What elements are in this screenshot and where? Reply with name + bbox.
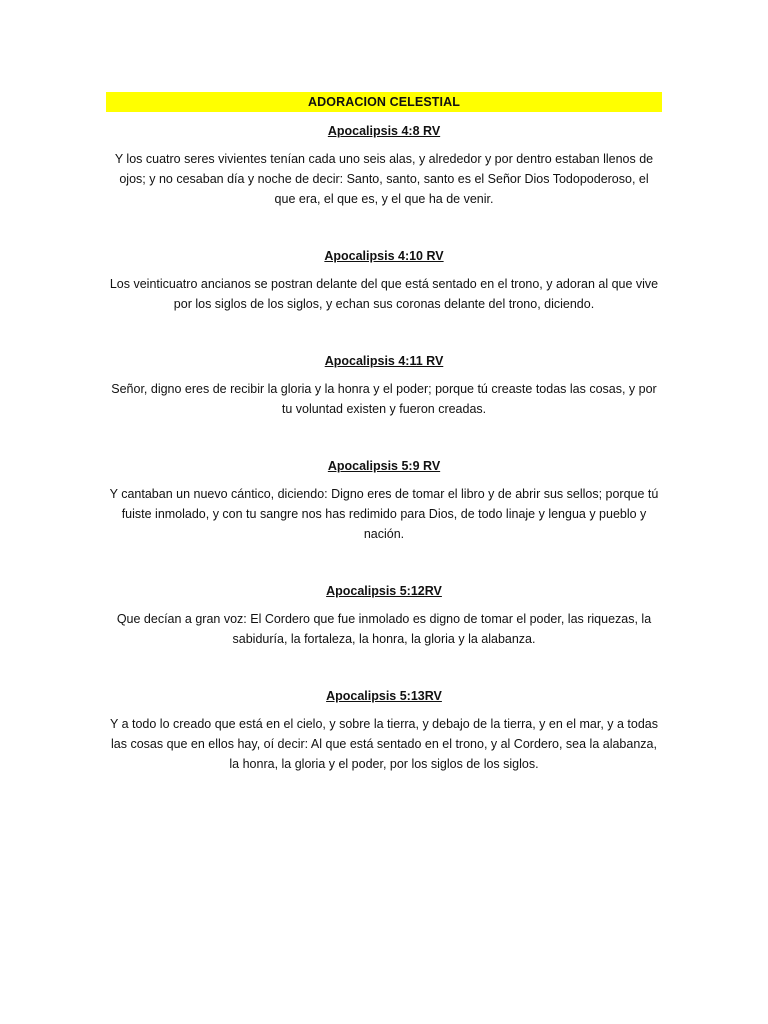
verse-text: Señor, digno eres de recibir la gloria y la honra y el poder; porque tú creaste todas las cosas, y por tu voluntad existen y fueron creadas. — [111, 382, 657, 416]
verse-text: Y a todo lo creado que está en el cielo, y sobre la tierra, y debajo de la tierra, y en el mar, y a todas las cosas que en ellos hay, oí decir: Al que está sentado en el trono, y al Cordero, sea la alabanza, la honra, la gloria y el poder, por los siglos de los siglos. — [109, 717, 658, 771]
verse-section — [106, 582, 662, 649]
verse-section — [106, 247, 662, 314]
verse-text: Y los cuatro seres vivientes tenían cada uno seis alas, y alrededor y por dentro estaban llenos de ojos; y no cesaban día y noche de decir: Santo, santo, santo es el Señor Dios Todopoderoso, el que era, el que es, y el que ha de venir. — [114, 152, 654, 206]
title-highlight — [106, 92, 662, 112]
verse-reference: Apocalipsis 5:9 RV — [327, 459, 441, 473]
verse-section — [106, 352, 662, 419]
verse-text: Que decían a gran voz: El Cordero que fue inmolado es digno de tomar el poder, las riquezas, la sabiduría, la fortaleza, la honra, la gloria y la alabanza. — [116, 612, 652, 646]
verse-list — [106, 122, 662, 812]
verse-reference: Apocalipsis 5:12RV — [326, 584, 442, 598]
verse-reference: Apocalipsis 4:10 RV — [324, 249, 444, 263]
verse-reference: Apocalipsis 4:8 RV — [327, 124, 441, 138]
verse-section — [106, 687, 662, 774]
verse-section — [106, 457, 662, 544]
verse-reference: Apocalipsis 5:13RV — [326, 689, 442, 703]
verse-text: Los veinticuatro ancianos se postran delante del que está sentado en el trono, y adoran al que vive por los siglos de los siglos, y echan sus coronas delante del trono, diciendo. — [109, 277, 659, 311]
verse-reference: Apocalipsis 4:11 RV — [324, 354, 444, 368]
document-title: ADORACION CELESTIAL — [308, 95, 460, 109]
verse-section — [106, 122, 662, 209]
verse-text: Y cantaban un nuevo cántico, diciendo: Digno eres de tomar el libro y de abrir sus sellos; porque tú fuiste inmolado, y con tu sangre nos has redimido para Dios, de todo linaje y lengua y pueblo y nación. — [109, 487, 659, 541]
